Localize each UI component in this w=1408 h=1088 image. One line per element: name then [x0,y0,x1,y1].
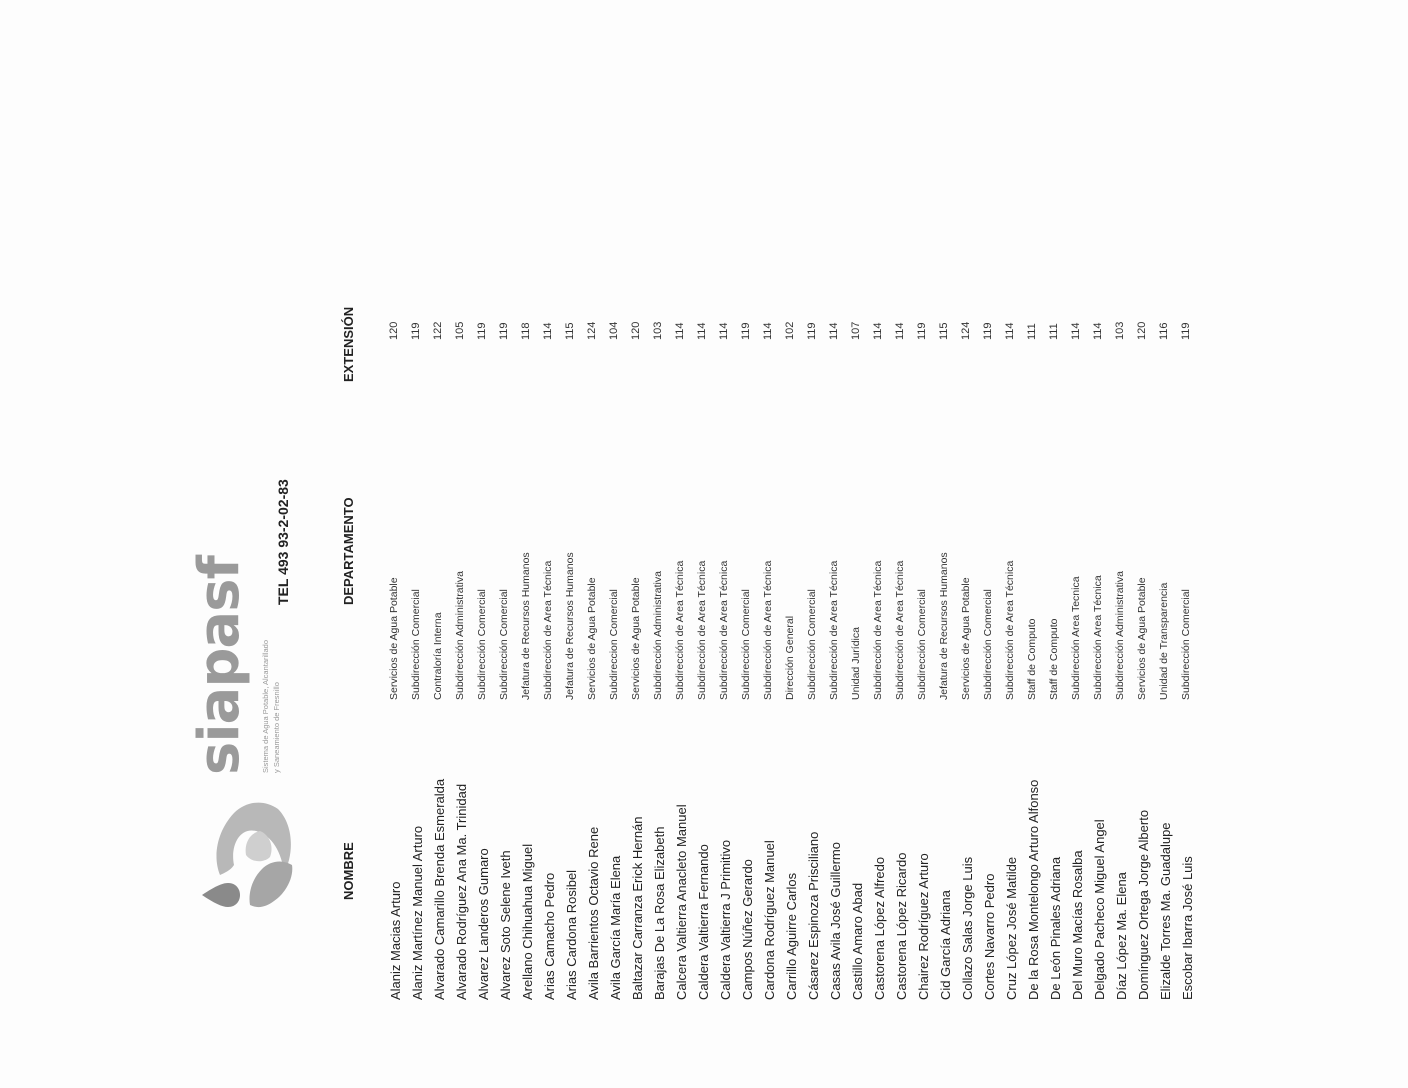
row-extension: 103 [652,321,664,340]
row-nombre: Cruz López José Matilde [1004,856,1019,1000]
row-nombre: Cid García Adriana [938,890,953,1000]
row-nombre: Avila García María Elena [608,855,623,1000]
row-extension: 119 [410,322,422,340]
table-row [1070,80,1092,1000]
row-extension: 114 [542,322,554,340]
row-extension: 114 [1092,322,1104,340]
table-row [564,80,586,1000]
row-departamento: Subdirección Comercial [740,589,752,700]
row-departamento: Servicios de Agua Potable [630,577,642,700]
table-row [476,80,498,1000]
row-nombre: Alvarado Camarillo Brenda Esmeralda [432,778,447,1000]
row-nombre: Campos Núñez Gerardo [740,859,755,1000]
row-departamento: Unidad de Transparencia [1158,582,1170,700]
row-departamento: Subdirección de Area Técnica [872,560,884,700]
row-extension: 119 [982,322,994,340]
table-row [1026,80,1048,1000]
row-departamento: Subdirección Comercial [1180,589,1192,700]
row-departamento: Subdirección de Area Técnica [542,560,554,700]
row-nombre: Cortes Navarro Pedro [982,873,997,1000]
row-departamento: Subdirección Comercial [410,589,422,700]
column-header-nombre: NOMBRE [341,842,356,900]
row-extension: 114 [674,322,686,340]
table-row [850,80,872,1000]
row-extension: 105 [454,321,466,340]
row-extension: 114 [1004,322,1016,340]
row-extension: 119 [498,322,510,340]
row-nombre: Alvarez Soto Selene Iveth [498,850,513,1000]
row-departamento: Subdirección Comercial [916,589,928,700]
row-departamento: Servicios de Agua Potable [960,577,972,700]
row-extension: 114 [696,322,708,340]
row-departamento: Subdirección de Area Técnica [696,560,708,700]
row-nombre: Castillo Amaro Abad [850,882,865,1000]
table-row [388,80,410,1000]
row-extension: 118 [520,322,532,340]
row-extension: 116 [1158,322,1170,340]
row-nombre: Avila Barrientos Octavio Rene [586,826,601,1000]
row-nombre: Carrillo Aguirre Carlos [784,872,799,1000]
row-nombre: Arellano Chihuahua Miguel [520,843,535,1000]
row-departamento: Subdirección Administrativa [652,571,664,700]
row-extension: 102 [784,321,796,340]
table-row [784,80,806,1000]
row-departamento: Subdirección de Area Técnica [828,560,840,700]
row-nombre: Alaniz Macias Arturo [388,881,403,1000]
table-row [520,80,542,1000]
table-row [586,80,608,1000]
table-row [1004,80,1026,1000]
row-nombre: Caldera Valtierra Fernando [696,844,711,1000]
table-row [718,80,740,1000]
table-row [740,80,762,1000]
row-extension: 115 [564,322,576,340]
row-nombre: Escobar Ibarra José Luis [1180,856,1195,1000]
logo-subtitle-line1: Sistema de Agua Potable, Alcantarillado [261,639,270,773]
logo-wordmark: siapasf [187,556,252,775]
row-extension: 114 [1070,322,1082,340]
row-extension: 124 [586,321,598,340]
table-row [916,80,938,1000]
row-departamento: Contraloría Interna [432,612,444,700]
row-departamento: Subdirección Area Técnica [1092,575,1104,700]
row-departamento: Subdirección Area Tecnica [1070,576,1082,700]
row-extension: 119 [476,322,488,340]
row-nombre: Alvarado Rodríguez Ana Ma. Trinidad [454,783,469,1000]
row-departamento: Subdirección Comercial [498,589,510,700]
column-header-departamento: DEPARTAMENTO [341,497,356,605]
row-departamento: Subdireccion Comercial [608,589,620,700]
row-extension: 120 [388,321,400,340]
logo-subtitle-line2: y Saneamiento de Fresnillo [272,682,281,773]
row-departamento: Subdirección Comercial [982,589,994,700]
row-extension: 124 [960,321,972,340]
water-drop-logo-icon [190,775,300,925]
row-extension: 114 [894,322,906,340]
row-extension: 114 [718,322,730,340]
row-nombre: Alvarez Landeros Gumaro [476,848,491,1000]
row-nombre: Cásarez Espinoza Prisciliano [806,831,821,1000]
row-nombre: Casas Avila José Guillermo [828,842,843,1000]
row-nombre: Alaniz Martínez Manuel Arturo [410,825,425,1000]
row-nombre: Chairez Rodríguez Arturo [916,853,931,1000]
table-row [674,80,696,1000]
table-row [432,80,454,1000]
table-row [982,80,1004,1000]
row-extension: 111 [1026,323,1038,340]
row-departamento: Jefatura de Recursos Humanos [938,552,950,700]
row-departamento: Subdirección de Area Técnica [674,560,686,700]
row-nombre: Castorena López Alfredo [872,856,887,1000]
row-extension: 115 [938,322,950,340]
row-departamento: Subdirección de Area Técnica [1004,560,1016,700]
table-row [960,80,982,1000]
row-departamento: Servicios de Agua Potable [388,577,400,700]
table-row [938,80,960,1000]
row-extension: 103 [1114,321,1126,340]
row-extension: 114 [872,322,884,340]
row-departamento: Jefatura de Recursos Humanos [564,552,576,700]
row-departamento: Servicios de Agua Potable [1136,577,1148,700]
rotated-document [187,80,1330,1000]
row-extension: 120 [630,321,642,340]
table-row [1180,80,1202,1000]
row-nombre: Arias Camacho Pedro [542,872,557,1000]
table-row [696,80,718,1000]
row-extension: 114 [762,322,774,340]
row-nombre: Arias Cardona Rosibel [564,869,579,1000]
table-row [410,80,432,1000]
table-row [1114,80,1136,1000]
row-departamento: Subdirección de Area Técnica [762,560,774,700]
table-row [1158,80,1180,1000]
row-nombre: Castorena López Ricardo [894,852,909,1000]
row-nombre: Baltazar Carranza Erick Hernán [630,816,645,1000]
table-row [608,80,630,1000]
table-row [762,80,784,1000]
row-departamento: Subdirección Administrativa [454,571,466,700]
row-extension: 122 [432,321,444,340]
column-header-extension: EXTENSIÓN [341,306,356,382]
row-nombre: Caldera Valtierra J Primitivo [718,839,733,1000]
row-extension: 120 [1136,321,1148,340]
table-row [1048,80,1070,1000]
row-departamento: Dirección General [784,615,796,700]
row-departamento: Subdirección Comercial [476,589,488,700]
row-nombre: Delgado Pacheco Miguel Angel [1092,819,1107,1000]
row-nombre: Díaz López Ma. Elena [1114,872,1129,1000]
row-nombre: De León Pinales Adriana [1048,856,1063,1000]
row-nombre: Elizalde Torres Ma. Guadalupe [1158,822,1173,1000]
row-nombre: Domínguez Ortega Jorge Alberto [1136,809,1151,1000]
row-nombre: Barajas De La Rosa Elizabeth [652,826,667,1000]
row-nombre: Collazo Salas Jorge Luis [960,856,975,1000]
row-extension: 114 [828,322,840,340]
table-row [872,80,894,1000]
row-departamento: Subdirección Administrativa [1114,571,1126,700]
table-row [806,80,828,1000]
row-nombre: Cardona Rodríguez Manuel [762,840,777,1000]
row-departamento: Subdirección de Area Técnica [894,560,906,700]
row-departamento: Subdirección Comercial [806,589,818,700]
table-row [1136,80,1158,1000]
directory-table [388,80,1202,1000]
row-departamento: Subdirección de Area Técnica [718,560,730,700]
table-row [894,80,916,1000]
telephone-number: TEL 493 93-2-02-83 [275,479,291,605]
table-row [1092,80,1114,1000]
table-row [828,80,850,1000]
row-extension: 111 [1048,323,1060,340]
row-departamento: Jefatura de Recursos Humanos [520,552,532,700]
row-nombre: Calcera Valtierra Anacleto Manuel [674,804,689,1000]
row-departamento: Staff de Computo [1026,618,1038,700]
table-row [630,80,652,1000]
table-row [542,80,564,1000]
row-departamento: Servicios de Agua Potable [586,577,598,700]
row-extension: 104 [608,321,620,340]
table-row [652,80,674,1000]
row-extension: 119 [740,322,752,340]
row-nombre: De la Rosa Montelongo Arturo Alfonso [1026,779,1041,1000]
row-extension: 119 [806,322,818,340]
row-departamento: Unidad Jurídica [850,627,862,700]
row-extension: 119 [916,322,928,340]
siapasf-logo [187,556,300,925]
table-row [498,80,520,1000]
row-departamento: Staff de Computo [1048,618,1060,700]
row-extension: 107 [850,321,862,340]
row-nombre: Del Muro Macías Rosalba [1070,850,1085,1000]
table-row [454,80,476,1000]
row-extension: 119 [1180,322,1192,340]
